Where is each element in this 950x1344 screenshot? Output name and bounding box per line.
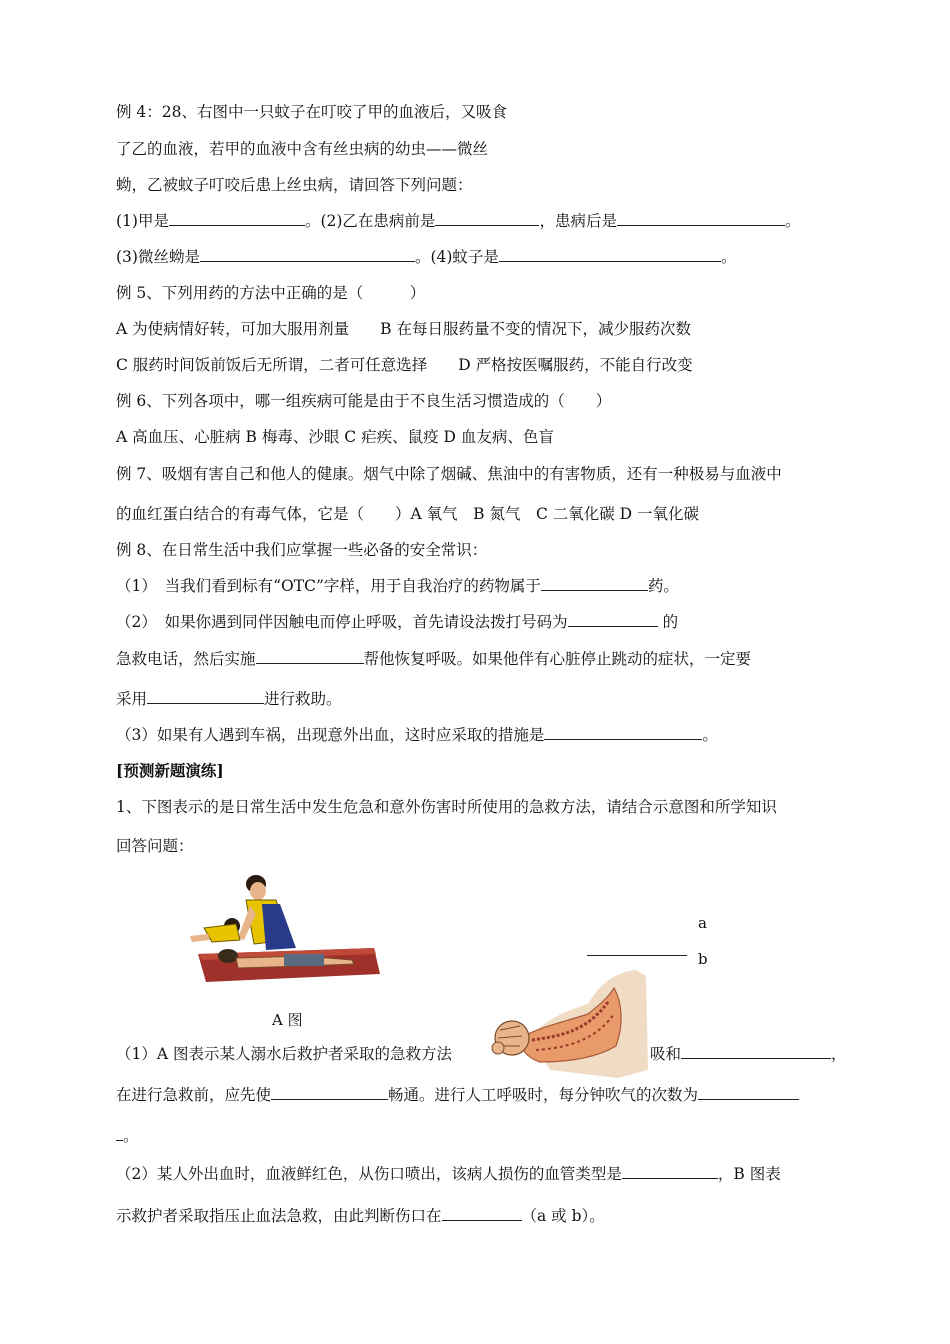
- ex4-q3-q4: (3)微丝蚴是 。(4)蚊子是 。: [116, 248, 737, 266]
- ex8-part2-line1: （2） 如果你遇到同伴因触电而停止呼吸，首先请设法拨打号码为 的: [116, 613, 679, 631]
- section-heading: [预测新题演练]: [116, 761, 224, 780]
- blank[interactable]: [147, 689, 264, 704]
- blank[interactable]: [617, 211, 785, 226]
- blank[interactable]: [169, 211, 305, 226]
- figure-a-caption: A 图: [272, 1011, 303, 1029]
- ex5-question: 例 5、下列用药的方法中正确的是（ ）: [116, 284, 426, 302]
- ex8-part2-line2: 急救电话，然后实施 帮他恢复呼吸。如果他伴有心脏停止跳动的症状，一定要: [116, 650, 752, 668]
- ex6-question: 例 6、下列各项中，哪一组疾病可能是由于不良生活习惯造成的（ ）: [116, 392, 612, 410]
- arm-illustration: [490, 966, 650, 1078]
- q1-sub2-line2: 示救护者采取指压止血法急救，由此判断伤口在 （a 或 b）。: [116, 1207, 605, 1225]
- blank[interactable]: [499, 247, 721, 262]
- ex4-q1-q2: (1)甲是 。(2)乙在患病前是 ，患病后是 。: [116, 212, 801, 230]
- label-b: b: [698, 950, 708, 968]
- q1-line1: 1、下图表示的是日常生活中发生危急和意外伤害时所使用的急救方法，请结合示意图和所学知识: [116, 798, 777, 816]
- q1-sub2-line1: （2）某人外出血时，血液鲜红色，从伤口喷出，该病人损伤的血管类型是 ，B 图表: [116, 1165, 781, 1183]
- ex4-line3: 蚴，乙被蚊子叮咬后患上丝虫病，请回答下列问题：: [116, 176, 473, 194]
- q1-sub1-line1a: （1）A 图表示某人溺水后救护者采取的急救方法: [116, 1045, 452, 1063]
- blank[interactable]: [442, 1206, 522, 1221]
- ex8-part1: （1） 当我们看到标有“OTC”字样，用于自我治疗的药物属于 药。: [116, 577, 679, 595]
- ex5-options-cd: C 服药时间饭前饭后无所谓，二者可任意选择 D 严格按医嘱服药，不能自行改变: [116, 356, 693, 374]
- label-a: a: [698, 914, 707, 932]
- blank[interactable]: [541, 576, 648, 591]
- ex8-question: 例 8、在日常生活中我们应掌握一些必备的安全常识：: [116, 541, 488, 559]
- ex5-options-ab: A 为使病情好转，可加大服用剂量 B 在每日服药量不变的情况下，减少服药次数: [116, 320, 691, 338]
- blank[interactable]: [200, 247, 415, 262]
- pointer-line: [587, 955, 687, 956]
- ex4-line2: 了乙的血液，若甲的血液中含有丝虫病的幼虫——微丝: [116, 140, 489, 158]
- blank[interactable]: [256, 649, 364, 664]
- blank[interactable]: [435, 211, 539, 226]
- ex8-part2-line3: 采用 进行救助。: [116, 690, 342, 708]
- blank[interactable]: [622, 1164, 718, 1179]
- cpr-illustration: [184, 874, 384, 986]
- q1-sub1-line2: 在进行急救前，应先使 畅通。进行人工呼吸时，每分钟吹气的次数为: [116, 1084, 799, 1106]
- ex8-part3: （3）如果有人遇到车祸，出现意外出血，这时应采取的措施是 。: [116, 726, 718, 744]
- blank[interactable]: [698, 1085, 799, 1100]
- ex7-line2: 的血红蛋白结合的有毒气体，它是（ ）A 氧气 B 氮气 C 二氧化碳 D 一氧化碳: [116, 505, 700, 523]
- ex4-line1: 例 4：28、右图中一只蚊子在叮咬了甲的血液后，又吸食: [116, 103, 508, 121]
- blank[interactable]: [681, 1044, 831, 1059]
- q1-sub1-line3: 。: [116, 1125, 139, 1147]
- blank[interactable]: [116, 1126, 123, 1141]
- q1-sub1-line1b: 吸和 ，: [650, 1045, 847, 1063]
- blank[interactable]: [568, 612, 658, 627]
- ex7-line1: 例 7、吸烟有害自己和他人的健康。烟气中除了烟碱、焦油中的有害物质，还有一种极易与血液中: [116, 465, 782, 483]
- blank[interactable]: [544, 725, 702, 740]
- blank[interactable]: [271, 1085, 388, 1100]
- q1-line2: 回答问题：: [116, 837, 194, 855]
- ex6-options: A 高血压、心脏病 B 梅毒、沙眼 C 疟疾、鼠疫 D 血友病、色盲: [116, 428, 554, 446]
